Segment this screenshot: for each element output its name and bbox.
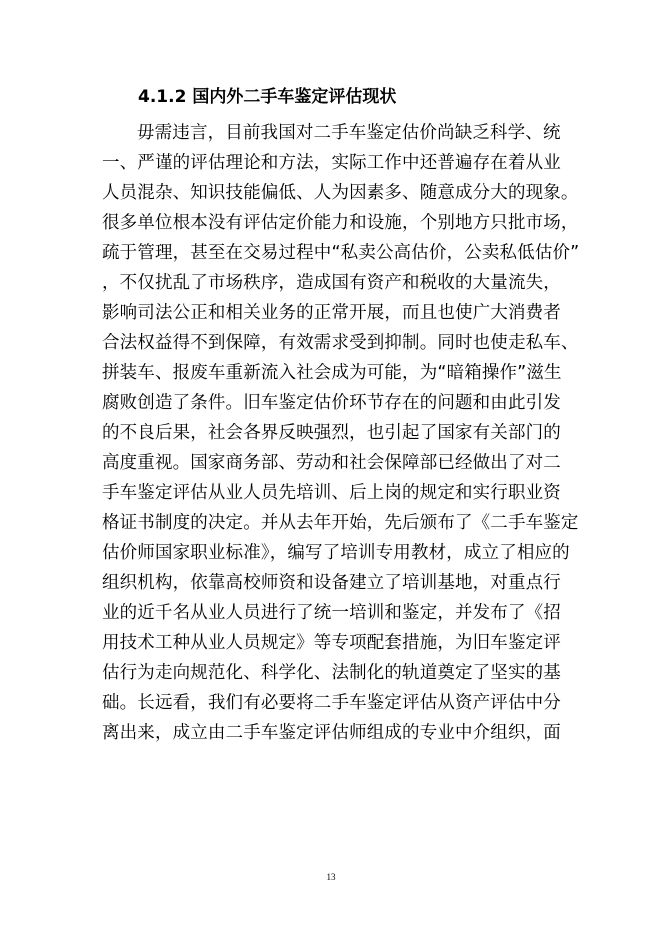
paragraph-line: 用技术工种从业人员规定》等专项配套措施，为旧车鉴定评 xyxy=(102,633,561,653)
paragraph-line: 一、严谨的评估理论和方法，实际工作中还普遍存在着从业 xyxy=(102,153,561,173)
section-heading: 4.1.2 国内外二手车鉴定评估现状 xyxy=(138,87,397,107)
paragraph-line: ，不仅扰乱了市场秩序，造成国有资产和税收的大量流失， xyxy=(102,273,561,293)
paragraph-line: 估价师国家职业标准》，编写了培训专用教材，成立了相应的 xyxy=(102,543,570,563)
paragraph-line: 影响司法公正和相关业务的正常开展，而且也使广大消费者 xyxy=(102,303,561,323)
paragraph-line: 合法权益得不到保障，有效需求受到抑制。同时也使走私车、 xyxy=(102,333,579,353)
paragraph-line: 人员混杂、知识技能偏低、人为因素多、随意成分大的现象。 xyxy=(102,183,579,203)
paragraph-line: 手车鉴定评估从业人员先培训、后上岗的规定和实行职业资 xyxy=(102,483,561,503)
page-number: 13 xyxy=(326,872,336,882)
paragraph-line: 很多单位根本没有评估定价能力和设施，个别地方只批市场， xyxy=(102,213,579,233)
paragraph-line: 估行为走向规范化、科学化、法制化的轨道奠定了坚实的基 xyxy=(102,663,561,683)
paragraph-line: 础。长远看，我们有必要将二手车鉴定评估从资产评估中分 xyxy=(102,693,561,713)
body-paragraph xyxy=(102,118,580,748)
paragraph-line: 离出来，成立由二手车鉴定评估师组成的专业中介组织，面 xyxy=(102,723,561,743)
paragraph-line: 腐败创造了条件。旧车鉴定估价环节存在的问题和由此引发 xyxy=(102,393,561,413)
paragraph-line: 高度重视。国家商务部、劳动和社会保障部已经做出了对二 xyxy=(102,453,561,473)
paragraph-line: 拼装车、报废车重新流入社会成为可能，为“暗箱操作”滋生 xyxy=(102,363,562,383)
paragraph-line: 业的近千名从业人员进行了统一培训和鉴定，并发布了《招 xyxy=(102,603,561,623)
paragraph-line: 组织机构，依靠高校师资和设备建立了培训基地，对重点行 xyxy=(102,573,561,593)
paragraph-line: 疏于管理，甚至在交易过程中“私卖公高估价，公卖私低估价” xyxy=(102,243,580,263)
paragraph-line: 格证书制度的决定。并从去年开始，先后颁布了《二手车鉴定 xyxy=(102,513,579,533)
paragraph-line: 毋需违言，目前我国对二手车鉴定估价尚缺乏科学、统 xyxy=(137,123,561,143)
paragraph-line: 的不良后果，社会各界反映强烈，也引起了国家有关部门的 xyxy=(102,423,561,443)
